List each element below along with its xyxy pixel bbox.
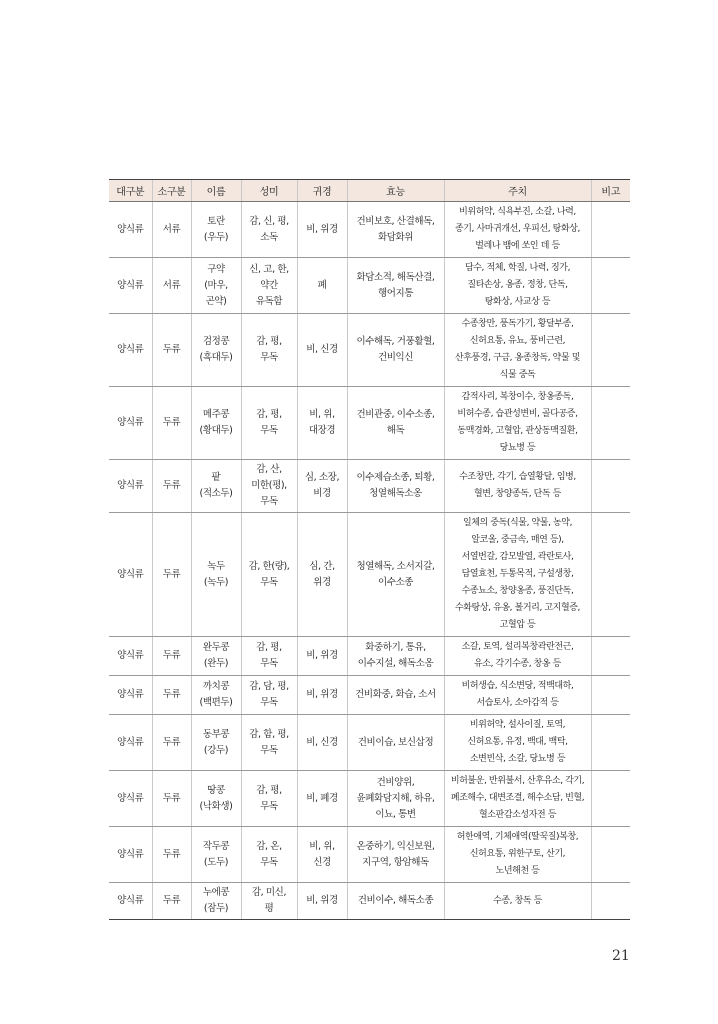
cell-dae: 양식류 [109,387,152,460]
header-dae: 대구분 [109,180,152,202]
cell-seongmi: 감, 신, 평, 소독 [241,202,297,258]
table-row [109,676,630,715]
cell-hyo: 건비이습, 보신삽정 [347,715,444,771]
cell-seongmi: 감, 평, 무독 [241,637,297,676]
cell-ju: 비위허약, 식욕부진, 소갈, 나력, 종기, 사마귀개선, 우피선, 탕화상, 벌레나 뱀에 쏘인 데 등 [444,202,591,258]
cell-dae: 양식류 [109,883,152,920]
table-row [109,202,630,258]
header-so: 소구분 [152,180,191,202]
cell-so: 두류 [152,715,191,771]
cell-dae: 양식류 [109,460,152,513]
cell-bigo [591,715,630,771]
cell-hyo: 이수제습소종, 퇴황, 청열해독소옹 [347,460,444,513]
cell-ju: 비허불운, 반위불서, 산후유소, 각기, 폐조해수, 대변조결, 해수소담, 빈혈, 혈소판감소성자전 등 [444,771,591,827]
table-row [109,387,630,460]
cell-seongmi: 감, 산, 미한(평), 무독 [241,460,297,513]
cell-gwi: 비, 위경 [297,637,347,676]
cell-bigo [591,883,630,920]
cell-ju: 수종창만, 풍독가기, 황달부종, 신허요통, 유뇨, 풍비근련, 산후풍경, 구금, 옹종창독, 약물 및 식물 중독 [444,314,591,387]
cell-name: 구약 (마우, 곤약) [191,258,241,314]
cell-so: 두류 [152,827,191,883]
cell-so: 서류 [152,202,191,258]
cell-name: 작두콩 (도두) [191,827,241,883]
cell-gwi: 비, 위경 [297,676,347,715]
cell-hyo: 건비양위, 윤폐화담지해, 하유, 이뇨, 통변 [347,771,444,827]
cell-gwi: 비, 위경 [297,202,347,258]
cell-name: 토란 (우두) [191,202,241,258]
cell-name: 땅콩 (낙화생) [191,771,241,827]
cell-so: 두류 [152,771,191,827]
cell-so: 두류 [152,637,191,676]
cell-seongmi: 감, 평, 무독 [241,387,297,460]
cell-gwi: 폐 [297,258,347,314]
cell-seongmi: 감, 평, 무독 [241,771,297,827]
table-row [109,827,630,883]
header-bigo: 비고 [591,180,630,202]
cell-seongmi: 감, 평, 무독 [241,314,297,387]
table-row [109,771,630,827]
cell-hyo: 건비보호, 산결해독, 화담화위 [347,202,444,258]
cell-bigo [591,827,630,883]
header-name: 이름 [191,180,241,202]
cell-hyo: 화담소적, 해독산결, 행어지통 [347,258,444,314]
cell-name: 메주콩 (황대두) [191,387,241,460]
page-number: 21 [612,948,630,964]
table-row [109,314,630,387]
cell-name: 검정콩 (흑대두) [191,314,241,387]
cell-name: 완두콩 (완두) [191,637,241,676]
cell-ju: 담수, 적체, 학질, 나력, 징가, 질타손상, 옹종, 정창, 단독, 탕화상, 사교상 등 [444,258,591,314]
cell-ju: 일체의 중독(식물, 약물, 농약, 알코올, 중금속, 매연 등), 서열번갈, 감모발열, 곽란토사, 담열효천, 두통목적, 구설생창, 수종뇨소, 창양옹종, 풍진단독, 수화탕상, 유옹, 볼거리, 고지혈증, 고혈압 등 [444,513,591,637]
table-row [109,637,630,676]
cell-so: 서류 [152,258,191,314]
cell-seongmi: 감, 함, 평, 무독 [241,715,297,771]
table-row [109,715,630,771]
table-header-row [109,180,630,202]
cell-dae: 양식류 [109,827,152,883]
header-seongmi: 성미 [241,180,297,202]
cell-gwi: 심, 간, 위경 [297,513,347,637]
cell-dae: 양식류 [109,637,152,676]
cell-gwi: 비, 위, 대장경 [297,387,347,460]
cell-bigo [591,637,630,676]
cell-hyo: 청열해독, 소서지갈, 이수소종 [347,513,444,637]
cell-so: 두류 [152,387,191,460]
herb-table [109,179,630,920]
cell-so: 두류 [152,883,191,920]
cell-dae: 양식류 [109,715,152,771]
cell-ju: 수조창만, 각기, 습열황달, 임병, 혈변, 창양종독, 단독 등 [444,460,591,513]
table-row [109,460,630,513]
cell-ju: 감적사리, 복창이수, 창옹종독, 비허수종, 습관성변비, 골다공증, 동맥경화, 고혈압, 관상동맥질환, 당뇨병 등 [444,387,591,460]
cell-so: 두류 [152,460,191,513]
cell-ju: 비허생습, 식소변당, 적백대하, 서습토사, 소아감적 등 [444,676,591,715]
cell-hyo: 온중하기, 익신보원, 지구역, 항암해독 [347,827,444,883]
cell-dae: 양식류 [109,258,152,314]
cell-bigo [591,258,630,314]
cell-seongmi: 감, 한(량), 무독 [241,513,297,637]
cell-bigo [591,771,630,827]
cell-ju: 소갈, 토역, 설리복창곽란전근, 유소, 각기수종, 창옹 등 [444,637,591,676]
cell-gwi: 비, 신경 [297,314,347,387]
cell-bigo [591,513,630,637]
cell-hyo: 화중하기, 통유, 이수지설, 해독소옹 [347,637,444,676]
header-hyo: 효능 [347,180,444,202]
header-gwi: 귀경 [297,180,347,202]
cell-seongmi: 감, 미신, 평 [241,883,297,920]
cell-gwi: 비, 신경 [297,715,347,771]
cell-gwi: 비, 위경 [297,883,347,920]
table-row [109,883,630,920]
cell-ju: 비위허약, 설사이질, 토역, 신허요통, 유정, 백대, 백탁, 소변빈삭, 소갈, 당뇨병 등 [444,715,591,771]
table-body [109,202,630,920]
cell-gwi: 비, 폐경 [297,771,347,827]
cell-bigo [591,387,630,460]
cell-name: 동부콩 (강두) [191,715,241,771]
cell-ju: 수종, 창독 등 [444,883,591,920]
cell-hyo: 이수해독, 거풍활혈, 건비익신 [347,314,444,387]
header-ju: 주치 [444,180,591,202]
cell-hyo: 건비화중, 화습, 소서 [347,676,444,715]
cell-bigo [591,460,630,513]
cell-name: 녹두 (녹두) [191,513,241,637]
cell-hyo: 건비이수, 해독소종 [347,883,444,920]
cell-so: 두류 [152,513,191,637]
cell-dae: 양식류 [109,314,152,387]
cell-bigo [591,676,630,715]
cell-name: 누에콩 (잠두) [191,883,241,920]
cell-hyo: 건비관중, 이수소종, 해독 [347,387,444,460]
cell-gwi: 비, 위, 신경 [297,827,347,883]
cell-gwi: 심, 소장, 비경 [297,460,347,513]
cell-seongmi: 감, 담, 평, 무독 [241,676,297,715]
cell-bigo [591,314,630,387]
cell-bigo [591,202,630,258]
cell-dae: 양식류 [109,771,152,827]
cell-dae: 양식류 [109,513,152,637]
cell-dae: 양식류 [109,202,152,258]
table-row [109,513,630,637]
cell-dae: 양식류 [109,676,152,715]
cell-so: 두류 [152,676,191,715]
cell-seongmi: 신, 고, 한, 약간 유독함 [241,258,297,314]
table-row [109,258,630,314]
cell-ju: 허한애역, 기체애역(딸꾹질)복창, 신허요통, 위한구토, 산기, 노년해천 등 [444,827,591,883]
cell-name: 팥 (적소두) [191,460,241,513]
cell-seongmi: 감, 온, 무독 [241,827,297,883]
cell-name: 까치콩 (백편두) [191,676,241,715]
cell-so: 두류 [152,314,191,387]
